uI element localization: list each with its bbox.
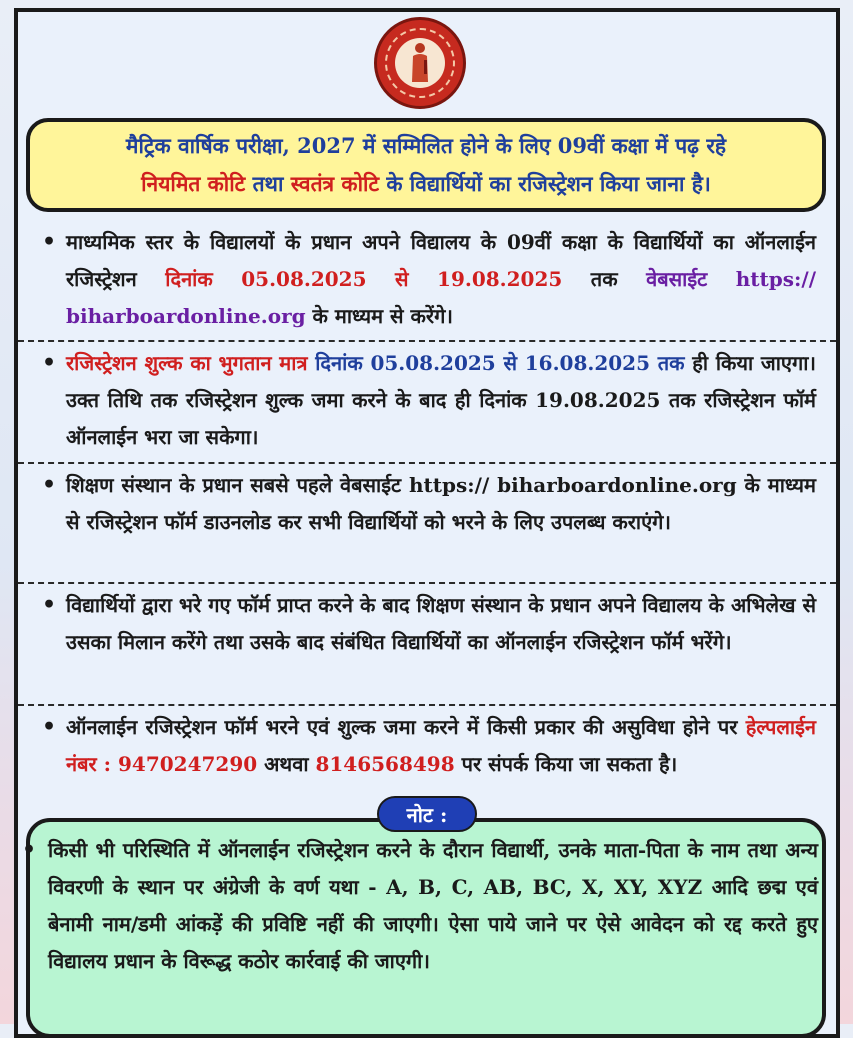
point-4-text: विद्यार्थियों द्वारा भरे गए फॉर्म प्राप्त करने के बाद शिक्षण संस्थान के प्रधान अपने विद्यालय के अभिलेख से उसका मिलान करेंगे तथा उसके बाद संबंधित विद्यार्थियों का ऑनलाईन रजिस्ट्रेशन फॉर्म भरेंगे। [66, 593, 816, 654]
point-2 [18, 345, 836, 456]
helpline-number-2: 8146568498 [315, 752, 455, 776]
point-1-text-c: के माध्यम से करेंगे। [305, 304, 453, 328]
headline-line-1: मैट्रिक वार्षिक परीक्षा, 2027 में सम्मिलित होने के लिए 09वीं कक्षा में पढ़ रहे [125, 133, 727, 158]
point-1-website-label: वेबसाईट [646, 267, 708, 291]
bullet-marker: • [42, 714, 57, 740]
regular-category: नियमित कोटि [141, 171, 246, 196]
point-2-date-range: दिनांक 05.08.2025 से 16.08.2025 तक [315, 351, 685, 375]
divider [18, 704, 836, 706]
helpline-number-1: हेल्पलाईन नंबर : 9470247290 [66, 715, 816, 776]
point-5-text-b: अथवा [257, 752, 316, 776]
point-3-text: शिक्षण संस्थान के प्रधान सबसे पहले वेबसाईट https:// biharboardonline.org के माध्यम से रजिस्ट्रेशन फॉर्म डाउनलोड कर सभी विद्यार्थियों को भरने के लिए उपलब्ध कराएंगे। [66, 473, 816, 534]
point-3 [18, 467, 836, 541]
point-2-fee-label: रजिस्ट्रेशन शुल्क का भुगतान मात्र [66, 351, 316, 375]
point-5 [18, 709, 836, 783]
headline-banner [26, 118, 826, 212]
point-1 [18, 224, 836, 335]
divider [18, 582, 836, 584]
point-5-text-a: ऑनलाईन रजिस्ट्रेशन फॉर्म भरने एवं शुल्क जमा करने में किसी प्रकार की असुविधा होने पर [66, 715, 746, 739]
headline-end: के विद्यार्थियों का रजिस्ट्रेशन किया जाना है। [379, 171, 711, 196]
point-5-text-c: पर संपर्क किया जा सकता है। [454, 752, 678, 776]
point-1-text-a: माध्यमिक स्तर के विद्यालयों के प्रधान अपने विद्यालय के 09वीं कक्षा के विद्यार्थियों का ऑनलाईन रजिस्ट्रेशन [66, 230, 816, 291]
bullet-marker: • [42, 472, 57, 498]
note-text: किसी भी परिस्थिति में ऑनलाईन रजिस्ट्रेशन करने के दौरान विद्यार्थी, उनके माता-पिता के नाम तथा अन्य विवरणी के स्थान पर अंग्रेजी के वर्ण यथा - A, B, C, AB, BC, X, XY, XYZ आदि छद्म एवं बेनामी नाम/डमी आंकड़ें की प्रविष्टि नहीं की जाएगी। ऐसा पाये जाने पर ऐसे आवेदन को रद्द करते हुए विद्यालय प्रधान के विरूद्ध कठोर कार्रवाई की जाएगी। [48, 838, 818, 973]
note-content [22, 832, 818, 980]
board-logo-icon [374, 17, 466, 109]
bullet-marker: • [42, 350, 57, 376]
point-4 [18, 587, 836, 661]
headline-connector: तथा [245, 171, 291, 196]
headline-line-2 [30, 165, 822, 203]
independent-category: स्वतंत्र कोटि [290, 171, 380, 196]
divider [18, 462, 836, 464]
point-2-text: ही किया जाएगा। उक्त तिथि तक रजिस्ट्रेशन शुल्क जमा करने के बाद ही दिनांक 19.08.2025 तक रजिस्ट्रेशन फॉर्म ऑनलाईन भरा जा सकेगा। [66, 351, 817, 449]
divider [18, 340, 836, 342]
bullet-marker: • [42, 229, 57, 255]
note-label: नोट : [377, 796, 477, 832]
point-1-text-b: तक [562, 267, 647, 291]
point-1-date-range: दिनांक 05.08.2025 से 19.08.2025 [165, 267, 563, 291]
bullet-marker: • [42, 592, 57, 618]
bullet-marker: • [22, 837, 37, 863]
logo-figure-icon [408, 42, 432, 84]
point-1-website-url[interactable]: https:// biharboardonline.org [66, 267, 817, 328]
